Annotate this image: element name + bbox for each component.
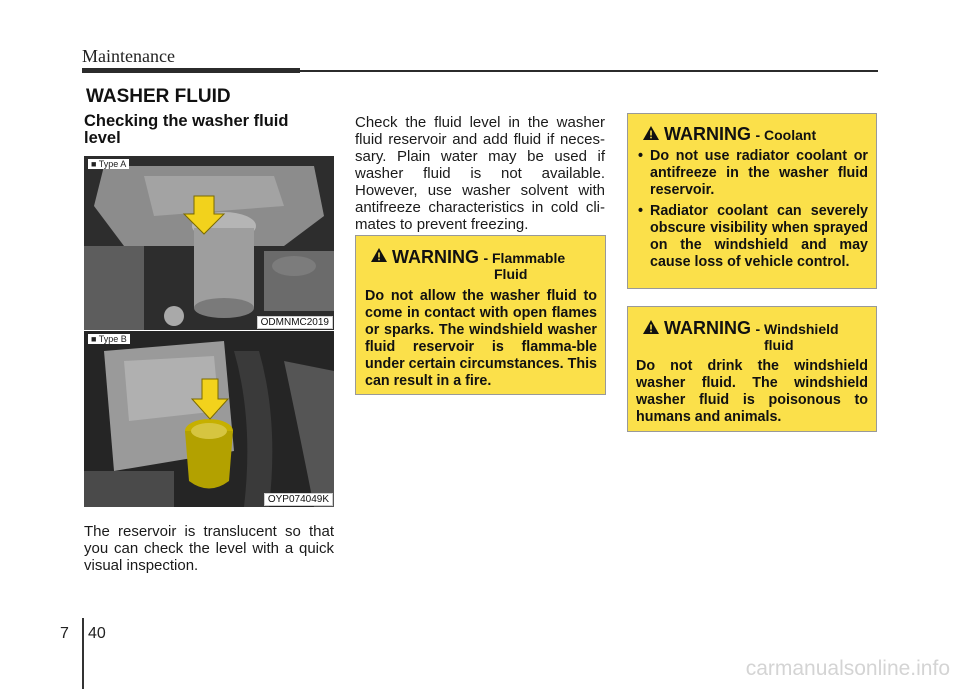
warning-triangle-icon	[642, 125, 660, 141]
warning-triangle-icon	[642, 319, 660, 335]
header-rule-thick	[82, 68, 300, 73]
warning-flammable-label: WARNING	[392, 247, 479, 267]
warning-windshield-box	[627, 306, 877, 432]
photo-b-type-label: ■ Type B	[88, 334, 130, 344]
warning-windshield-title	[664, 318, 839, 339]
photo-b-code: OYP074049K	[264, 493, 333, 506]
warning-triangle-icon	[370, 247, 388, 263]
footer-divider	[82, 618, 84, 689]
watermark: carmanualsonline.info	[745, 657, 950, 680]
warning-flammable-sub1: - Flammable	[483, 250, 566, 266]
warning-flammable-body: Do not allow the washer fluid to come in contact with open flames or sparks. The windshield washer fluid reservoir is flamma-ble under certain circumstances. This can result in a fire.	[365, 288, 598, 389]
engine-bay-illustration-b	[84, 331, 334, 507]
section-title: WASHER FLUID	[86, 86, 231, 107]
engine-bay-illustration-a	[84, 156, 334, 330]
warning-flammable-title	[392, 247, 565, 268]
header-title: Maintenance	[82, 46, 175, 66]
subheading: Checking the washer fluid level	[84, 112, 289, 147]
warning-windshield-sub1: - Windshield	[755, 321, 839, 337]
warning-coolant-sub: - Coolant	[755, 127, 817, 143]
warning-flammable-box	[355, 235, 606, 395]
warning-coolant-bullet: • Radiator coolant can severely obscure visibility when sprayed on the windshield and may cause loss of vehicle control.	[636, 203, 868, 271]
warning-coolant-box	[627, 113, 877, 289]
photo-a-type-label: ■ Type A	[88, 159, 129, 169]
warning-windshield-label: WARNING	[664, 318, 751, 338]
warning-windshield-sub2: fluid	[764, 337, 794, 353]
warning-coolant-label: WARNING	[664, 124, 751, 144]
warning-coolant-title	[664, 124, 816, 145]
warning-coolant-list	[636, 148, 868, 275]
fluid-level-paragraph: Check the fluid level in the washer fluid reservoir and add fluid if neces-sary. Plain water may be used if washer fluid is not available. However, use washer solvent with antifreeze characteristics in cold cli-mates to prevent freezing.	[355, 114, 605, 233]
page-number: 40	[88, 625, 106, 642]
photo-type-b	[84, 331, 334, 507]
chapter-number: 7	[60, 625, 69, 642]
header-rule-thin	[300, 70, 878, 72]
reservoir-paragraph: The reservoir is translucent so that you can check the level with a quick visual inspection.	[84, 523, 334, 574]
warning-windshield-body: Do not drink the windshield washer fluid. The windshield washer fluid is poisonous to humans and animals.	[636, 358, 868, 425]
photo-a-code: ODMNMC2019	[257, 316, 333, 329]
warning-flammable-sub2: Fluid	[494, 266, 528, 282]
photo-type-a	[84, 156, 334, 330]
warning-coolant-bullet: • Do not use radiator coolant or antifreeze in the washer fluid reservoir.	[636, 148, 868, 199]
